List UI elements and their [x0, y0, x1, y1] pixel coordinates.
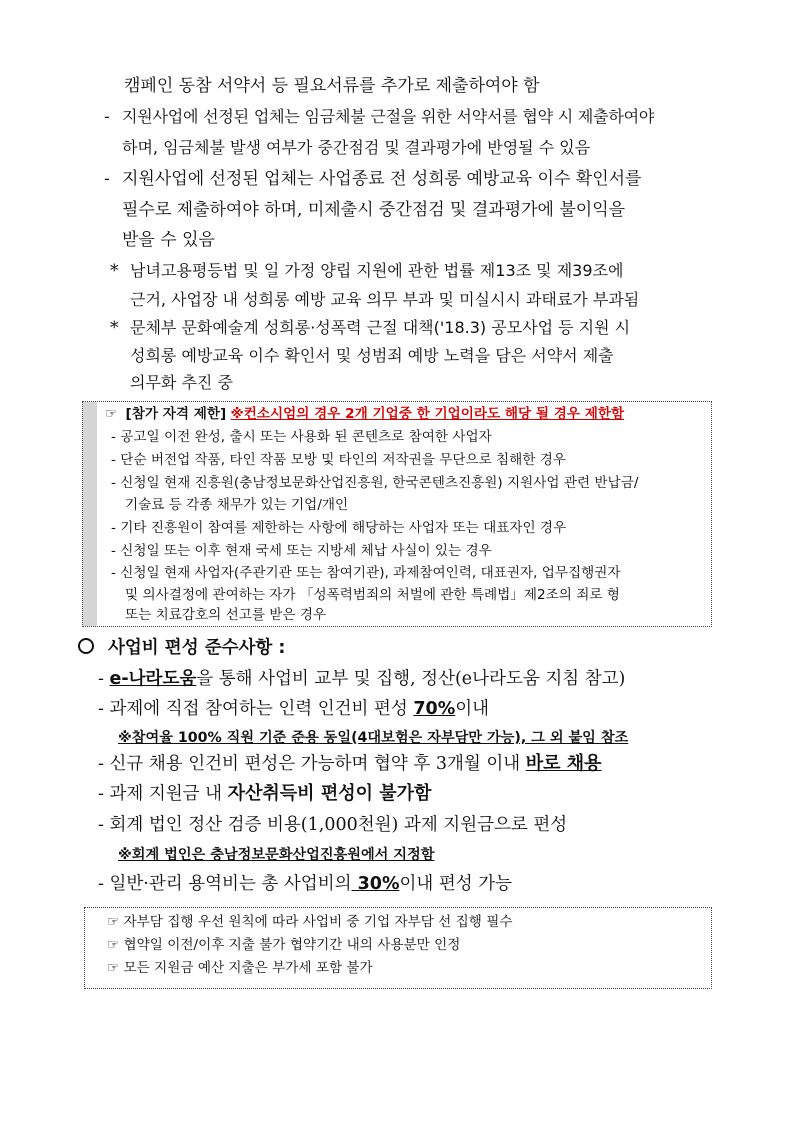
list-item: - 신청일 현재 사업자(주관기관 또는 참여기관), 과제참여인력, 대표권자, 업무집행권자	[111, 565, 621, 581]
box-header	[105, 405, 624, 423]
list-item: ☞ 모든 지원금 예산 지출은 부가세 포함 불가	[107, 960, 373, 976]
pointing-hand-icon: ☞	[107, 937, 120, 953]
list-item: - 공고일 이전 완성, 출시 또는 사용화 된 콘텐츠로 참여한 사업자	[111, 429, 492, 445]
list-item-continuation: 기술료 등 각종 채무가 있는 기업/개인	[125, 497, 349, 513]
text-line: 받을 수 있음	[122, 230, 215, 250]
list-item: - 회계 법인 정산 검증 비용(1,000천원) 과제 지원금으로 편성	[98, 815, 568, 835]
box-header-title: [참가 자격 제한]	[125, 406, 227, 422]
text-line: 의무화 추진 중	[130, 373, 233, 392]
list-item: - 신청일 또는 이후 현재 국세 또는 지방세 체납 사실이 있는 경우	[111, 543, 492, 559]
list-item: - e-나라도움을 통해 사업비 교부 및 집행, 정산(e나라도움 지침 참고)	[98, 669, 626, 689]
text-line: 문체부 문화예술계 성희롱·성폭력 근절 대책('18.3) 공모사업 등 지원 시	[130, 318, 631, 337]
text-line: 하며, 임금체불 발생 여부가 중간점검 및 결과평가에 반영될 수 있음	[122, 138, 591, 157]
note-text: ※참여율 100% 직원 기준 준용 동일(4대보험은 자부담만 가능), 그 외 붙임 참조	[118, 730, 629, 746]
budget-rules-box	[84, 907, 712, 989]
pointing-hand-icon: ☞	[105, 406, 118, 422]
list-item: - 기타 진흥원이 참여를 제한하는 사항에 해당하는 사업자 또는 대표자인 경우	[111, 520, 567, 536]
list-item: - 신청일 현재 진흥원(충남정보문화산업진흥원, 한국콘텐츠진흥원) 지원사업 관련 반납금/	[111, 475, 639, 491]
bullet-dash: -	[104, 169, 110, 189]
text-line: 필수로 제출하여야 하며, 미제출시 중간점검 및 결과평가에 불이익을	[122, 200, 626, 220]
list-item: ☞ 자부담 집행 우선 원칙에 따라 사업비 중 기업 자부담 선 집행 필수	[107, 914, 513, 930]
note-text: ※회계 법인은 충남정보문화산업진흥원에서 지정함	[118, 847, 435, 863]
list-item: ☞ 협약일 이전/이후 지출 불가 협약기간 내의 사용분만 인정	[107, 937, 461, 953]
text-line: 지원사업에 선정된 업체는 임금체불 근절을 위한 서약서를 협약 시 제출하여야	[122, 107, 655, 126]
text-line: 캠페인 동참 서약서 등 필요서류를 추가로 제출하여야 함	[124, 76, 540, 96]
footnote-asterisk: *	[110, 261, 119, 281]
section-heading: 사업비 편성 준수사항 :	[78, 636, 285, 660]
pointing-hand-icon: ☞	[107, 914, 120, 930]
footnote-asterisk: *	[110, 318, 119, 338]
list-item: - 일반·관리 용역비는 총 사업비의 30%이내 편성 가능	[98, 874, 513, 894]
list-item-continuation: 또는 치료감호의 선고를 받은 경우	[125, 607, 327, 623]
text-line: 성희롱 예방교육 이수 확인서 및 성범죄 예방 노력을 담은 서약서 제출	[130, 346, 614, 365]
pointing-hand-icon: ☞	[107, 960, 120, 976]
bullet-dash: -	[104, 107, 110, 127]
list-item: - 과제에 직접 참여하는 인력 인건비 편성 70%이내	[98, 699, 490, 719]
text-line: 근거, 사업장 내 성희롱 예방 교육 의무 부과 및 미실시시 과태료가 부과됨	[130, 290, 640, 309]
circle-bullet-icon	[78, 638, 94, 654]
text-line: 남녀고용평등법 및 일 가정 양립 지원에 관한 법률 제13조 및 제39조에	[130, 261, 624, 280]
box-header-warning: ※컨소시엄의 경우 2개 기업중 한 기업이라도 해당 될 경우 제한함	[230, 406, 625, 422]
list-item-continuation: 및 의사결정에 관여하는 자가 「성폭력범죄의 처벌에 관한 특례법」제2조의 죄로 형	[125, 587, 620, 603]
list-item: - 신규 채용 인건비 편성은 가능하며 협약 후 3개월 이내 바로 채용	[98, 753, 602, 774]
eligibility-restriction-box	[82, 401, 712, 627]
list-item: - 과제 지원금 내 자산취득비 편성이 불가함	[98, 783, 432, 804]
list-item: - 단순 버전업 작품, 타인 작품 모방 및 타인의 저작권을 무단으로 침해한 경우	[111, 452, 567, 468]
box-side-strip	[83, 402, 97, 626]
text-line: 지원사업에 선정된 업체는 사업종료 전 성희롱 예방교육 이수 확인서를	[122, 169, 642, 189]
